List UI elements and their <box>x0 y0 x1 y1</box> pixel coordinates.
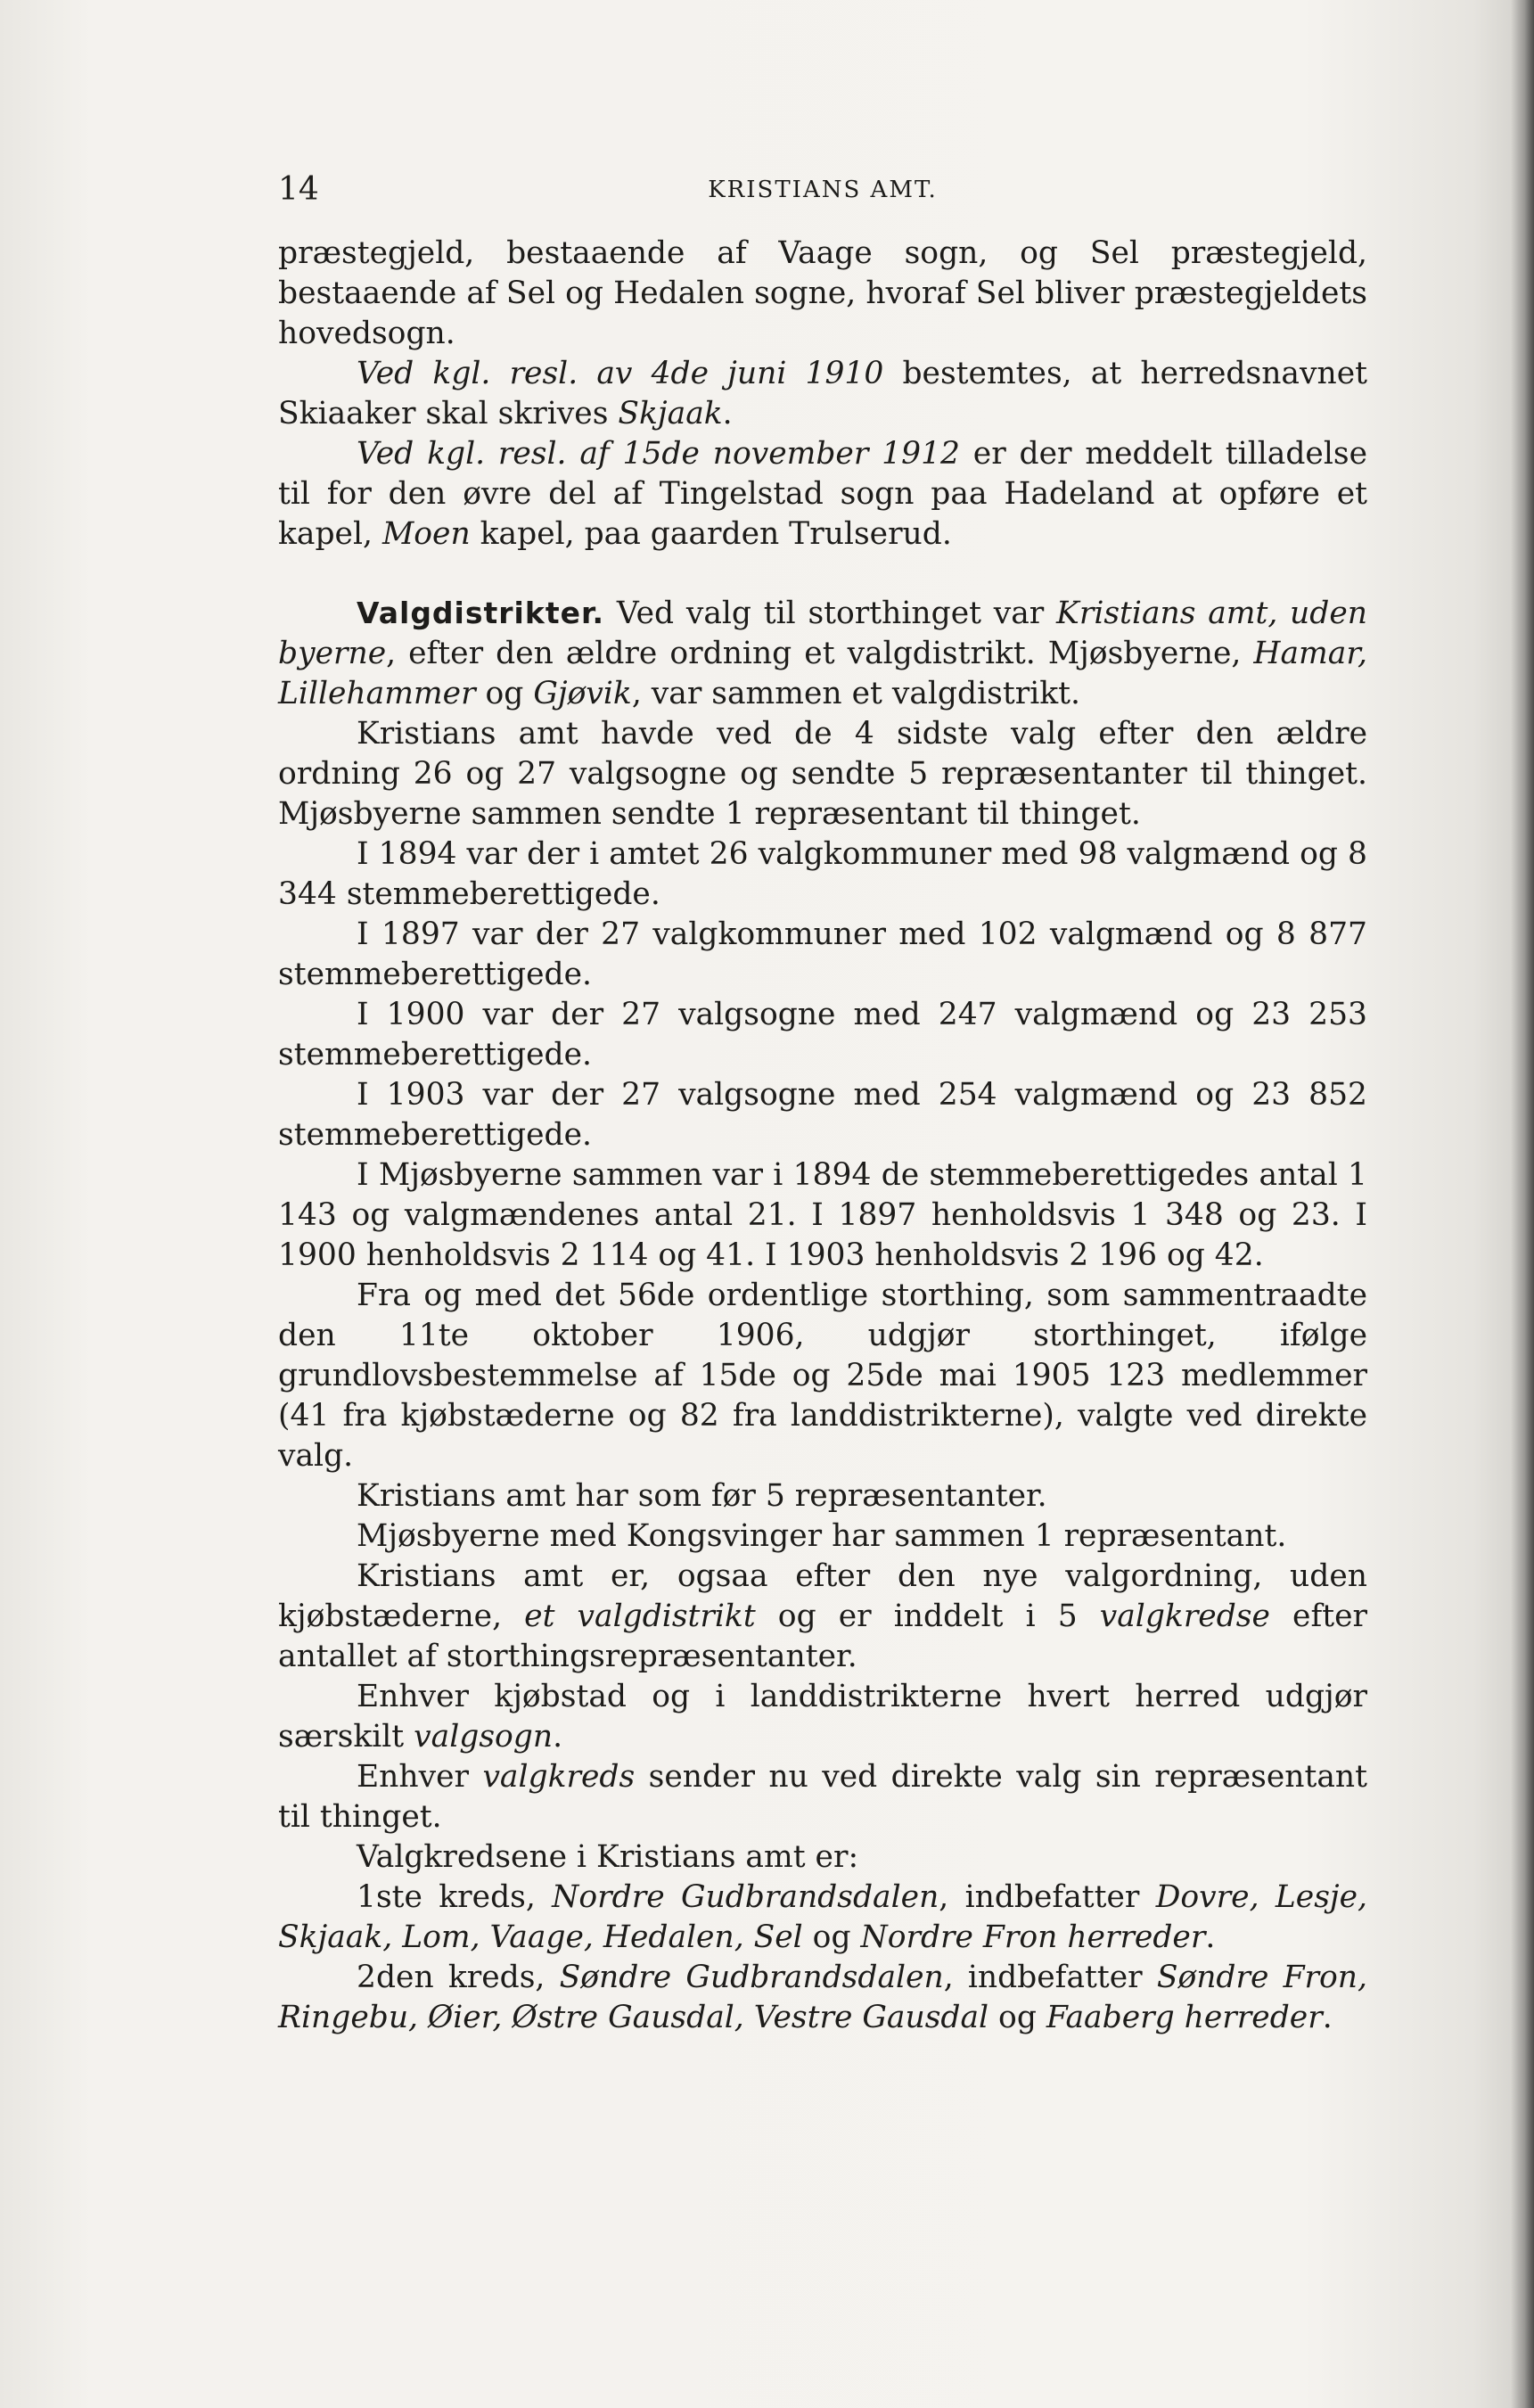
paragraph-3: Ved kgl. resl. af 15de november 1912 er der meddelt tilladelse til for den øvre del af Tingelstad sogn paa Hadeland at opføre et kapel, Moen kapel, paa gaarden Trulserud. <box>278 436 1367 552</box>
paragraph-2: Ved kgl. resl. av 4de juni 1910 bestemtes, at herredsnavnet Skiaaker skal skrives Skjaak. <box>278 356 1367 431</box>
section-gap <box>278 555 1367 593</box>
paragraph-7: I 1897 var der 27 valgkommuner med 102 valgmænd og 8 877 stemmeberettigede. <box>278 916 1367 992</box>
paragraph-9: I 1903 var der 27 valgsogne med 254 valgmænd og 23 852 stemmeberettigede. <box>278 1077 1367 1153</box>
paragraph-10: I Mjøsbyerne sammen var i 1894 de stemmeberettigedes antal 1 143 og valgmændenes antal 21. I 1897 henholdsvis 1 348 og 23. I 1900 henholdsvis 2 114 og 41. I 1903 henholdsvis 2 196 og 42. <box>278 1157 1367 1273</box>
page-number: 14 <box>278 171 319 208</box>
body-text <box>278 234 1367 2038</box>
paragraph-13: Mjøsbyerne med Kongsvinger har sammen 1 repræsentant. <box>357 1518 1287 1554</box>
paragraph-15: Enhver kjøbstad og i landdistrikterne hvert herred udgjør særskilt valgsogn. <box>278 1679 1367 1755</box>
paragraph-12: Kristians amt har som før 5 repræsentanter. <box>357 1478 1047 1514</box>
paragraph-kreds-1: 1ste kreds, Nordre Gudbrandsdalen, indbefatter Dovre, Lesje, Skjaak, Lom, Vaage, Hedalen, Sel og Nordre Fron herreder. <box>278 1879 1367 1955</box>
paragraph-16: Enhver valgkreds sender nu ved direkte valg sin repræsentant til thinget. <box>278 1759 1367 1835</box>
paragraph-8: I 1900 var der 27 valgsogne med 247 valgmænd og 23 253 stemmeberettigede. <box>278 997 1367 1073</box>
page-header <box>278 163 1367 217</box>
section-title: Valgdistrikter. <box>357 596 605 630</box>
paragraph-17: Valgkredsene i Kristians amt er: <box>357 1839 859 1875</box>
paragraph-kreds-2: 2den kreds, Søndre Gudbrandsdalen, indbefatter Søndre Fron, Ringebu, Øier, Østre Gausdal, Vestre Gausdal og Faaberg herreder. <box>278 1960 1367 2035</box>
paragraph-1: præstegjeld, bestaaende af Vaage sogn, og Sel præstegjeld, bestaaende af Sel og Hedalen sogne, hvoraf Sel bliver præstegjeldets hovedsogn. <box>278 235 1367 351</box>
paragraph-6: I 1894 var der i amtet 26 valgkommuner med 98 valgmænd og 8 344 stemmeberettigede. <box>278 836 1367 912</box>
paragraph-11: Fra og med det 56de ordentlige storthing, som sammentraadte den 11te oktober 1906, udgjør storthinget, ifølge grundlovsbestemmelse af 15de og 25de mai 1905 123 medlemmer (41 fra kjøbstæderne og 82 fra landdistrikterne), valgte ved direkte valg. <box>278 1278 1367 1474</box>
page-edge-shadow <box>1511 0 1534 2408</box>
paragraph-14: Kristians amt er, ogsaa efter den nye valgordning, uden kjøbstæderne, et valgdistrikt og er inddelt i 5 valgkredse efter antallet af storthingsrepræsentanter. <box>278 1558 1367 1674</box>
paragraph-5: Kristians amt havde ved de 4 sidste valg efter den ældre ordning 26 og 27 valgsogne og sendte 5 repræsentanter til thinget. Mjøsbyerne sammen sendte 1 repræsentant til thinget. <box>278 716 1367 832</box>
paragraph-valgdistrikter: Valgdistrikter. Ved valg til storthinget var Kristians amt, uden byerne, efter den ældre ordning et valgdistrikt. Mjøsbyerne, Hamar, Lillehammer og Gjøvik, var sammen et valgdistrikt. <box>278 596 1367 711</box>
running-head: KRISTIANS AMT. <box>708 177 938 203</box>
